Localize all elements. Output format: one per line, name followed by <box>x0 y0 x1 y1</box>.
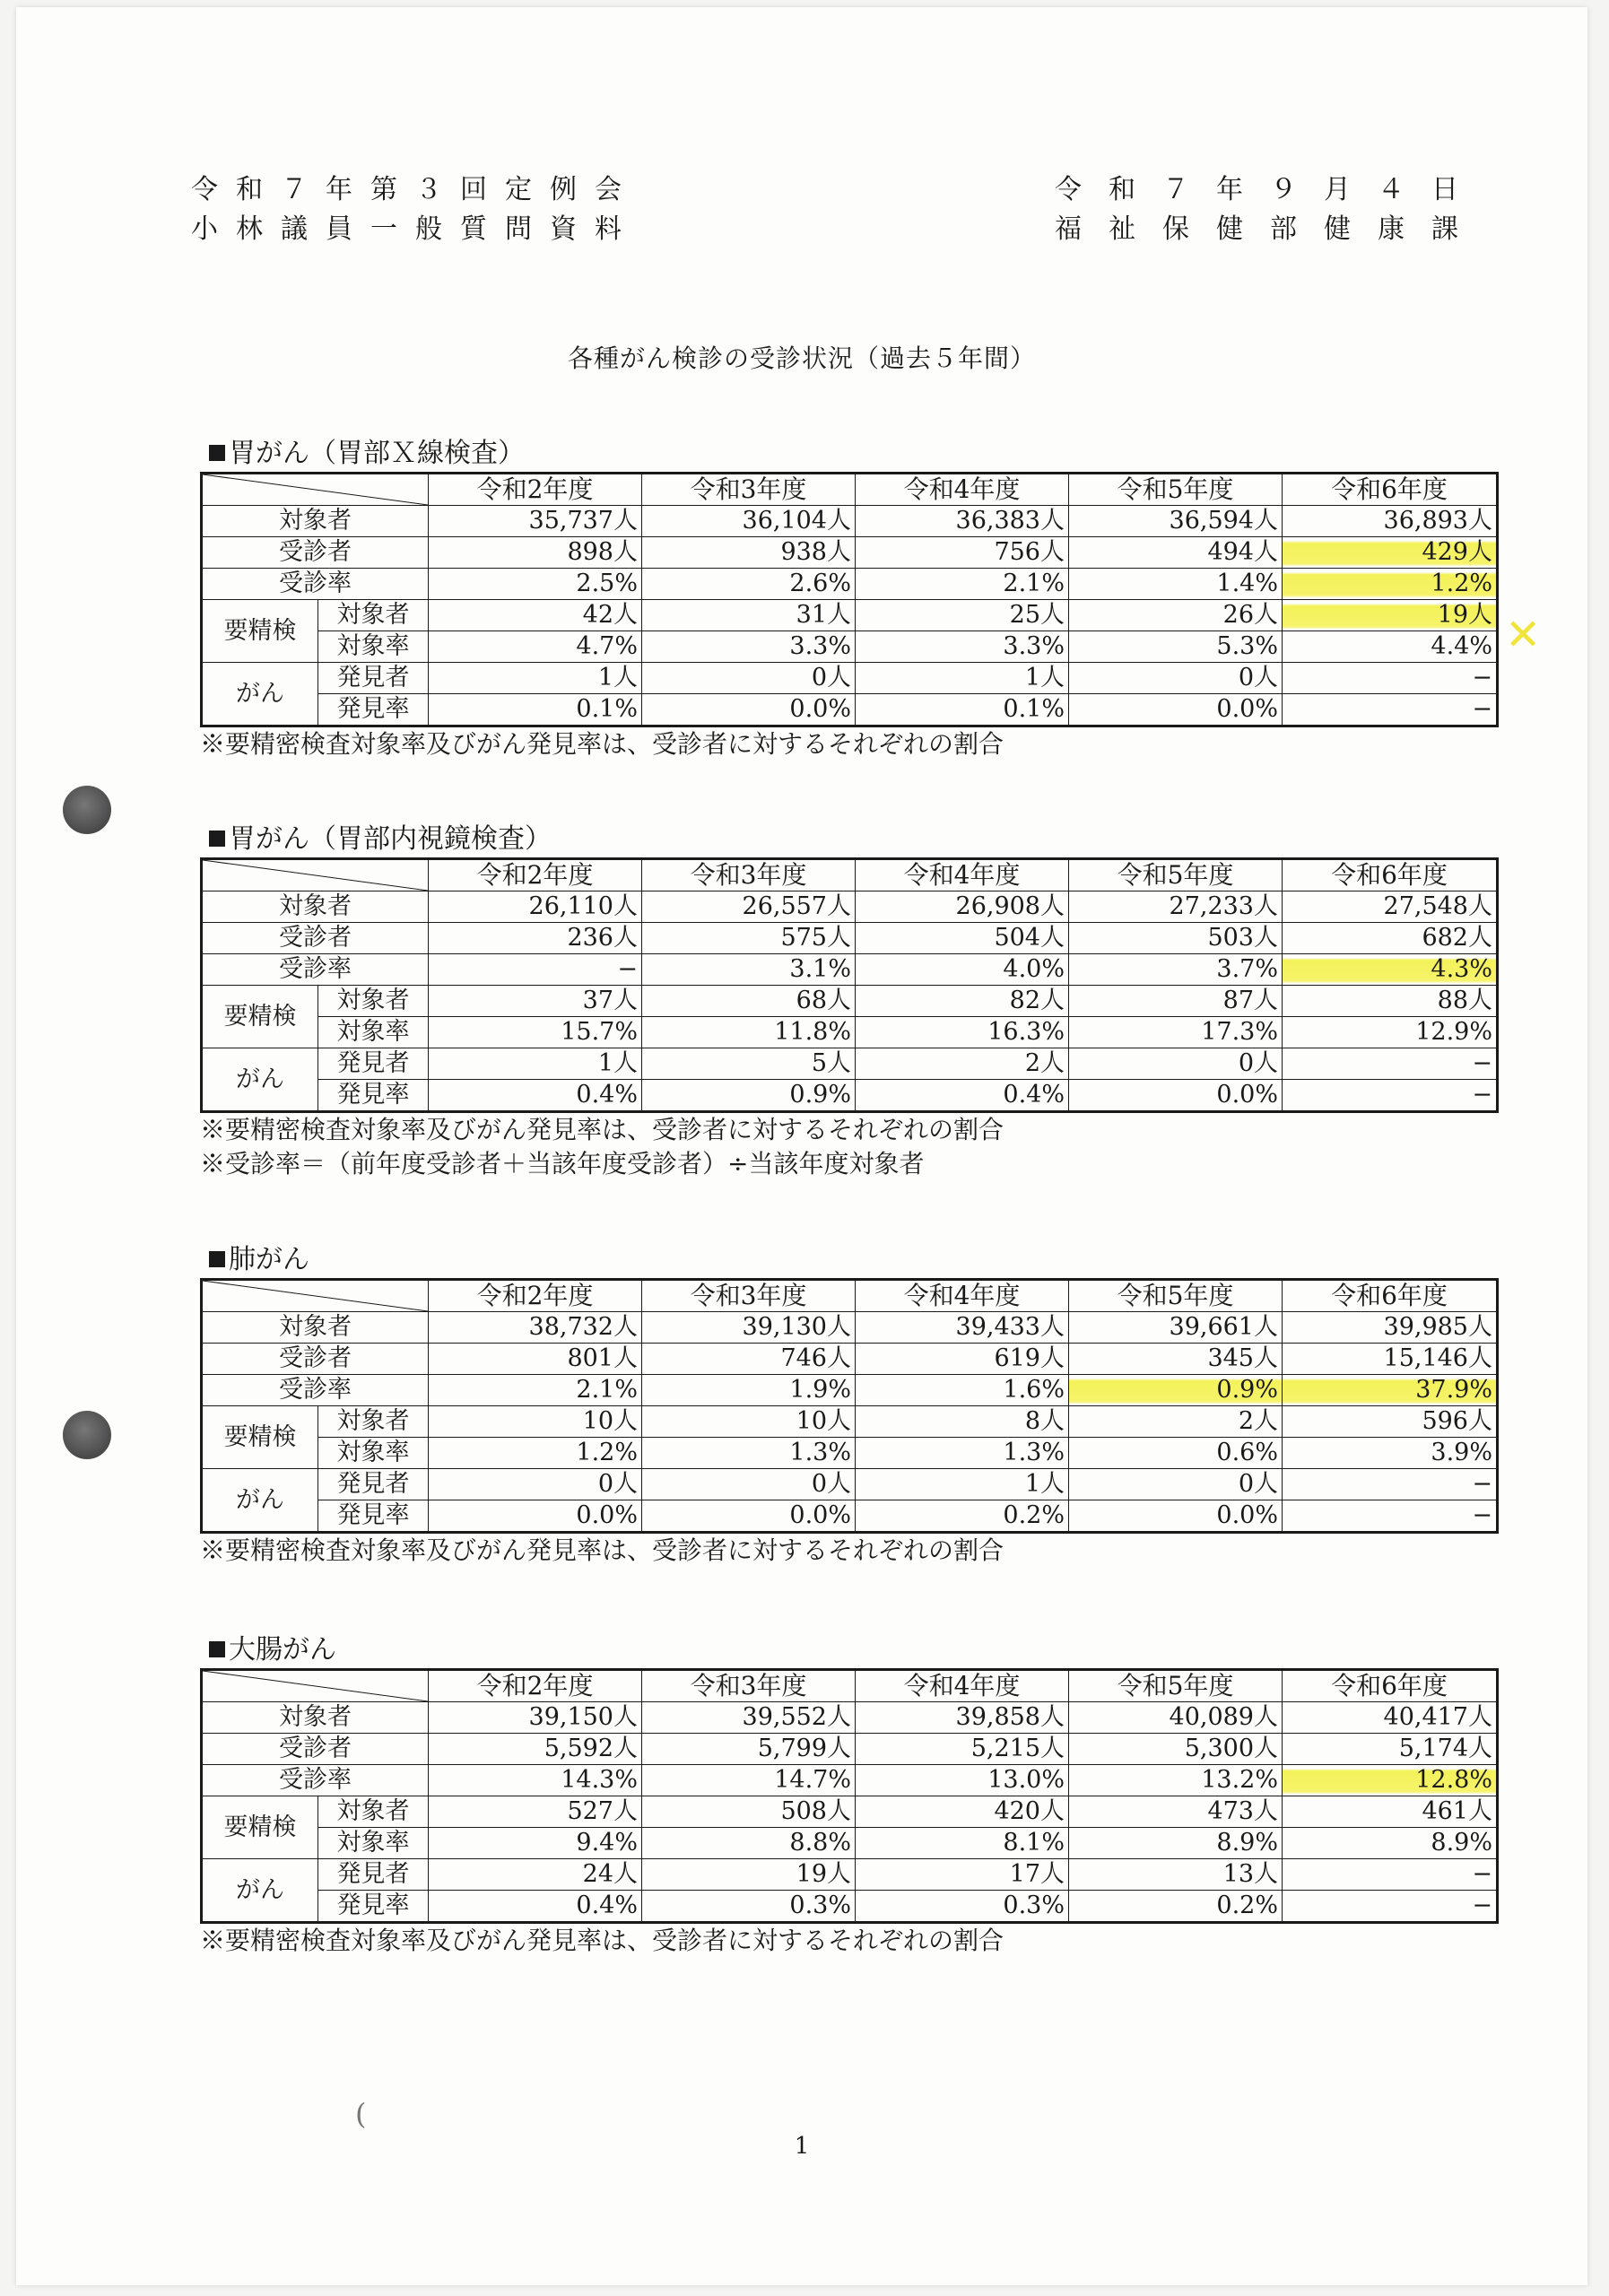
table-footnote: ※要精密検査対象率及びがん発見率は、受診者に対するそれぞれの割合 <box>200 1926 1005 1955</box>
header-right-line1: 令和７年９月４日 <box>1055 174 1485 205</box>
data-cell: 37人 <box>429 986 642 1017</box>
data-cell: 1.2% <box>1283 569 1498 600</box>
table-row <box>202 1017 1498 1048</box>
data-cell: 68人 <box>642 986 856 1017</box>
table-footnote: ※要精密検査対象率及びがん発見率は、受診者に対するそれぞれの割合 <box>200 729 1005 759</box>
table-header-row <box>202 1670 1498 1702</box>
data-cell: 39,985人 <box>1283 1312 1498 1344</box>
section-title <box>200 1632 1496 1668</box>
square-bullet-icon <box>209 445 225 461</box>
data-cell: − <box>1283 694 1498 726</box>
header-left-line2: 小林議員一般質問資料 <box>191 213 639 245</box>
data-cell: 36,893人 <box>1283 506 1498 537</box>
table-row <box>202 923 1498 954</box>
data-cell: 87人 <box>1069 986 1283 1017</box>
row-label: 対象者 <box>202 891 429 923</box>
square-bullet-icon <box>209 1641 225 1657</box>
data-cell: − <box>1283 1080 1498 1112</box>
data-cell: 3.7% <box>1069 954 1283 986</box>
diagonal-header-cell <box>202 1280 429 1312</box>
data-cell: 5,174人 <box>1283 1734 1498 1765</box>
data-cell: 5,300人 <box>1069 1734 1283 1765</box>
year-header: 令和3年度 <box>642 859 856 891</box>
screening-table <box>200 1668 1499 1924</box>
year-header: 令和2年度 <box>429 1280 642 1312</box>
data-cell: 1.4% <box>1069 569 1283 600</box>
data-cell: 1.3% <box>856 1438 1069 1469</box>
data-cell: − <box>1283 663 1498 694</box>
data-cell: 1.3% <box>642 1438 856 1469</box>
data-cell: 26,110人 <box>429 891 642 923</box>
diagonal-header-cell <box>202 1670 429 1702</box>
table-row <box>202 537 1498 569</box>
data-cell: 0.4% <box>429 1891 642 1923</box>
data-cell: 575人 <box>642 923 856 954</box>
data-cell: 82人 <box>856 986 1069 1017</box>
year-header: 令和4年度 <box>856 1280 1069 1312</box>
data-cell: 2.1% <box>856 569 1069 600</box>
sub-row-label: 対象者 <box>318 600 429 631</box>
table-row <box>202 1406 1498 1438</box>
data-cell: − <box>1283 1500 1498 1533</box>
data-cell: 2人 <box>856 1048 1069 1080</box>
row-label: 受診者 <box>202 923 429 954</box>
data-cell: 16.3% <box>856 1017 1069 1048</box>
diagonal-header-cell <box>202 859 429 891</box>
data-cell: 39,552人 <box>642 1702 856 1734</box>
header-right <box>1055 170 1485 249</box>
table-footnote: ※要精密検査対象率及びがん発見率は、受診者に対するそれぞれの割合 <box>200 1535 1005 1565</box>
group-label: がん <box>202 663 318 726</box>
table-row <box>202 954 1498 986</box>
data-cell: − <box>1283 1891 1498 1923</box>
data-cell: 0人 <box>1069 1469 1283 1500</box>
data-cell: 1.6% <box>856 1375 1069 1406</box>
section-title-text: 肺がん <box>229 1244 309 1275</box>
data-cell: 26人 <box>1069 600 1283 631</box>
data-cell: 8.1% <box>856 1828 1069 1859</box>
table-row <box>202 891 1498 923</box>
data-cell: 504人 <box>856 923 1069 954</box>
data-cell: 898人 <box>429 537 642 569</box>
data-cell: 0.4% <box>856 1080 1069 1112</box>
data-cell: 12.9% <box>1283 1017 1498 1048</box>
data-cell: 508人 <box>642 1796 856 1828</box>
data-cell: 19人 <box>1283 600 1498 631</box>
header-left-line1: 令和７年第３回定例会 <box>191 174 639 205</box>
data-cell: − <box>429 954 642 986</box>
sub-row-label: 発見者 <box>318 1859 429 1891</box>
year-header: 令和5年度 <box>1069 1280 1283 1312</box>
data-cell: 3.3% <box>642 631 856 663</box>
data-cell: 11.8% <box>642 1017 856 1048</box>
punch-hole-top <box>63 786 111 834</box>
data-cell: 1人 <box>429 663 642 694</box>
square-bullet-icon <box>209 831 225 847</box>
data-cell: 8.8% <box>642 1828 856 1859</box>
screening-table <box>200 472 1499 727</box>
sub-row-label: 対象率 <box>318 1828 429 1859</box>
data-cell: 36,594人 <box>1069 506 1283 537</box>
data-cell: 461人 <box>1283 1796 1498 1828</box>
row-label: 受診率 <box>202 1765 429 1796</box>
sub-row-label: 発見率 <box>318 1500 429 1533</box>
table-row <box>202 631 1498 663</box>
data-cell: 746人 <box>642 1344 856 1375</box>
sub-row-label: 対象率 <box>318 1438 429 1469</box>
data-cell: 503人 <box>1069 923 1283 954</box>
sub-row-label: 対象者 <box>318 1796 429 1828</box>
table-header-row <box>202 1280 1498 1312</box>
data-cell: 0人 <box>642 1469 856 1500</box>
data-cell: 13.0% <box>856 1765 1069 1796</box>
row-label: 対象者 <box>202 506 429 537</box>
table-footnote: ※受診率＝（前年度受診者＋当該年度受診者）÷当該年度対象者 <box>200 1149 925 1178</box>
data-cell: 31人 <box>642 600 856 631</box>
data-cell: 19人 <box>642 1859 856 1891</box>
year-header: 令和3年度 <box>642 1280 856 1312</box>
sub-row-label: 発見率 <box>318 694 429 726</box>
data-cell: 1.2% <box>429 1438 642 1469</box>
year-header: 令和5年度 <box>1069 859 1283 891</box>
section-1 <box>200 822 1496 1181</box>
data-cell: 5.3% <box>1069 631 1283 663</box>
data-cell: 4.4% <box>1283 631 1498 663</box>
data-cell: 0.1% <box>429 694 642 726</box>
group-label: がん <box>202 1859 318 1923</box>
punch-hole-bottom <box>63 1411 111 1459</box>
data-cell: 0.0% <box>1069 694 1283 726</box>
data-cell: 682人 <box>1283 923 1498 954</box>
table-row <box>202 1469 1498 1500</box>
document-title: 各種がん検診の受診状況（過去５年間） <box>567 344 1036 373</box>
data-cell: 473人 <box>1069 1796 1283 1828</box>
table-row <box>202 1859 1498 1891</box>
row-label: 受診率 <box>202 954 429 986</box>
data-cell: 17.3% <box>1069 1017 1283 1048</box>
sub-row-label: 発見者 <box>318 663 429 694</box>
data-cell: 619人 <box>856 1344 1069 1375</box>
table-row <box>202 1500 1498 1533</box>
section-title <box>200 822 1496 857</box>
data-cell: 8人 <box>856 1406 1069 1438</box>
group-label: 要精検 <box>202 1796 318 1859</box>
table-row <box>202 1048 1498 1080</box>
sub-row-label: 対象者 <box>318 986 429 1017</box>
data-cell: 8.9% <box>1069 1828 1283 1859</box>
data-cell: 494人 <box>1069 537 1283 569</box>
data-cell: 39,433人 <box>856 1312 1069 1344</box>
data-cell: 4.3% <box>1283 954 1498 986</box>
year-header: 令和5年度 <box>1069 1670 1283 1702</box>
sub-row-label: 発見率 <box>318 1080 429 1112</box>
data-cell: 1.9% <box>642 1375 856 1406</box>
data-cell: 0.0% <box>642 694 856 726</box>
table-row <box>202 1438 1498 1469</box>
data-cell: 236人 <box>429 923 642 954</box>
table-row <box>202 663 1498 694</box>
document-page <box>16 7 1587 2285</box>
table-row <box>202 506 1498 537</box>
table-row <box>202 1344 1498 1375</box>
table-header-row <box>202 474 1498 506</box>
section-title <box>200 436 1496 472</box>
data-cell: 0人 <box>642 663 856 694</box>
data-cell: 0.2% <box>1069 1891 1283 1923</box>
data-cell: 0.1% <box>856 694 1069 726</box>
year-header: 令和3年度 <box>642 1670 856 1702</box>
row-label: 対象者 <box>202 1312 429 1344</box>
table-row <box>202 1796 1498 1828</box>
data-cell: 2人 <box>1069 1406 1283 1438</box>
data-cell: 36,383人 <box>856 506 1069 537</box>
data-cell: 938人 <box>642 537 856 569</box>
data-cell: 9.4% <box>429 1828 642 1859</box>
data-cell: 10人 <box>429 1406 642 1438</box>
yellow-cross-mark: ✕ <box>1505 610 1542 660</box>
data-cell: 26,908人 <box>856 891 1069 923</box>
table-footnote: ※要精密検査対象率及びがん発見率は、受診者に対するそれぞれの割合 <box>200 1115 1005 1144</box>
data-cell: 0人 <box>429 1469 642 1500</box>
sub-row-label: 発見者 <box>318 1048 429 1080</box>
data-cell: 0.0% <box>642 1500 856 1533</box>
data-cell: 0.3% <box>856 1891 1069 1923</box>
table-row <box>202 600 1498 631</box>
data-cell: 15,146人 <box>1283 1344 1498 1375</box>
header-left <box>191 170 639 249</box>
section-3 <box>200 1632 1496 1958</box>
diagonal-header-cell <box>202 474 429 506</box>
data-cell: 36,104人 <box>642 506 856 537</box>
data-cell: 0.0% <box>1069 1080 1283 1112</box>
data-cell: 2.6% <box>642 569 856 600</box>
section-title-text: 胃がん（胃部内視鏡検査） <box>229 823 552 855</box>
data-cell: 14.7% <box>642 1765 856 1796</box>
data-cell: 27,548人 <box>1283 891 1498 923</box>
year-header: 令和4年度 <box>856 859 1069 891</box>
data-cell: 0人 <box>1069 1048 1283 1080</box>
group-label: 要精検 <box>202 1406 318 1469</box>
data-cell: 0.9% <box>642 1080 856 1112</box>
row-label: 受診者 <box>202 1734 429 1765</box>
data-cell: 5人 <box>642 1048 856 1080</box>
data-cell: 39,858人 <box>856 1702 1069 1734</box>
table-row <box>202 986 1498 1017</box>
year-header: 令和6年度 <box>1283 474 1498 506</box>
data-cell: 5,592人 <box>429 1734 642 1765</box>
data-cell: 39,150人 <box>429 1702 642 1734</box>
page-number: 1 <box>794 2133 810 2160</box>
data-cell: 40,417人 <box>1283 1702 1498 1734</box>
data-cell: 37.9% <box>1283 1375 1498 1406</box>
data-cell: 25人 <box>856 600 1069 631</box>
data-cell: 26,557人 <box>642 891 856 923</box>
year-header: 令和2年度 <box>429 859 642 891</box>
data-cell: 10人 <box>642 1406 856 1438</box>
data-cell: 88人 <box>1283 986 1498 1017</box>
data-cell: 1人 <box>856 1469 1069 1500</box>
data-cell: 756人 <box>856 537 1069 569</box>
year-header: 令和6年度 <box>1283 1670 1498 1702</box>
sub-row-label: 対象率 <box>318 631 429 663</box>
section-0 <box>200 436 1496 761</box>
table-row <box>202 1312 1498 1344</box>
data-cell: 4.0% <box>856 954 1069 986</box>
data-cell: 5,799人 <box>642 1734 856 1765</box>
data-cell: 2.1% <box>429 1375 642 1406</box>
year-header: 令和3年度 <box>642 474 856 506</box>
data-cell: 14.3% <box>429 1765 642 1796</box>
screening-table <box>200 1278 1499 1534</box>
square-bullet-icon <box>209 1251 225 1267</box>
data-cell: − <box>1283 1859 1498 1891</box>
year-header: 令和5年度 <box>1069 474 1283 506</box>
data-cell: 3.9% <box>1283 1438 1498 1469</box>
row-label: 対象者 <box>202 1702 429 1734</box>
row-label: 受診者 <box>202 1344 429 1375</box>
data-cell: 13.2% <box>1069 1765 1283 1796</box>
data-cell: 15.7% <box>429 1017 642 1048</box>
table-header-row <box>202 859 1498 891</box>
data-cell: 0.6% <box>1069 1438 1283 1469</box>
sub-row-label: 発見率 <box>318 1891 429 1923</box>
data-cell: 0.2% <box>856 1500 1069 1533</box>
section-title <box>200 1242 1496 1278</box>
data-cell: 801人 <box>429 1344 642 1375</box>
data-cell: 0人 <box>1069 663 1283 694</box>
data-cell: 39,130人 <box>642 1312 856 1344</box>
pen-mark: ( <box>355 2097 367 2131</box>
data-cell: 5,215人 <box>856 1734 1069 1765</box>
table-row <box>202 1734 1498 1765</box>
data-cell: 345人 <box>1069 1344 1283 1375</box>
data-cell: 3.3% <box>856 631 1069 663</box>
data-cell: − <box>1283 1048 1498 1080</box>
table-row <box>202 1375 1498 1406</box>
table-row <box>202 1828 1498 1859</box>
year-header: 令和2年度 <box>429 1670 642 1702</box>
section-title-text: 胃がん（胃部Ｘ線検査） <box>229 438 525 469</box>
data-cell: 13人 <box>1069 1859 1283 1891</box>
table-row <box>202 1765 1498 1796</box>
data-cell: 3.1% <box>642 954 856 986</box>
group-label: 要精検 <box>202 600 318 663</box>
table-row <box>202 694 1498 726</box>
data-cell: 0.0% <box>1069 1500 1283 1533</box>
data-cell: 27,233人 <box>1069 891 1283 923</box>
data-cell: 527人 <box>429 1796 642 1828</box>
table-row <box>202 569 1498 600</box>
data-cell: 1人 <box>856 663 1069 694</box>
year-header: 令和4年度 <box>856 474 1069 506</box>
screening-table <box>200 857 1499 1113</box>
group-label: がん <box>202 1048 318 1112</box>
group-label: 要精検 <box>202 986 318 1048</box>
data-cell: 17人 <box>856 1859 1069 1891</box>
year-header: 令和4年度 <box>856 1670 1069 1702</box>
row-label: 受診者 <box>202 537 429 569</box>
data-cell: 38,732人 <box>429 1312 642 1344</box>
data-cell: 12.8% <box>1283 1765 1498 1796</box>
sub-row-label: 対象率 <box>318 1017 429 1048</box>
header-right-line2: 福祉保健部健康課 <box>1055 213 1485 245</box>
data-cell: 0.9% <box>1069 1375 1283 1406</box>
group-label: がん <box>202 1469 318 1533</box>
table-row <box>202 1702 1498 1734</box>
data-cell: 429人 <box>1283 537 1498 569</box>
data-cell: 0.0% <box>429 1500 642 1533</box>
data-cell: − <box>1283 1469 1498 1500</box>
data-cell: 24人 <box>429 1859 642 1891</box>
data-cell: 0.4% <box>429 1080 642 1112</box>
data-cell: 40,089人 <box>1069 1702 1283 1734</box>
year-header: 令和6年度 <box>1283 859 1498 891</box>
sub-row-label: 発見者 <box>318 1469 429 1500</box>
year-header: 令和6年度 <box>1283 1280 1498 1312</box>
table-row <box>202 1080 1498 1112</box>
data-cell: 39,661人 <box>1069 1312 1283 1344</box>
data-cell: 596人 <box>1283 1406 1498 1438</box>
data-cell: 2.5% <box>429 569 642 600</box>
data-cell: 35,737人 <box>429 506 642 537</box>
table-row <box>202 1891 1498 1923</box>
data-cell: 42人 <box>429 600 642 631</box>
sub-row-label: 対象者 <box>318 1406 429 1438</box>
data-cell: 4.7% <box>429 631 642 663</box>
data-cell: 8.9% <box>1283 1828 1498 1859</box>
year-header: 令和2年度 <box>429 474 642 506</box>
section-2 <box>200 1242 1496 1568</box>
data-cell: 0.3% <box>642 1891 856 1923</box>
section-title-text: 大腸がん <box>229 1634 336 1665</box>
row-label: 受診率 <box>202 569 429 600</box>
data-cell: 420人 <box>856 1796 1069 1828</box>
data-cell: 1人 <box>429 1048 642 1080</box>
row-label: 受診率 <box>202 1375 429 1406</box>
